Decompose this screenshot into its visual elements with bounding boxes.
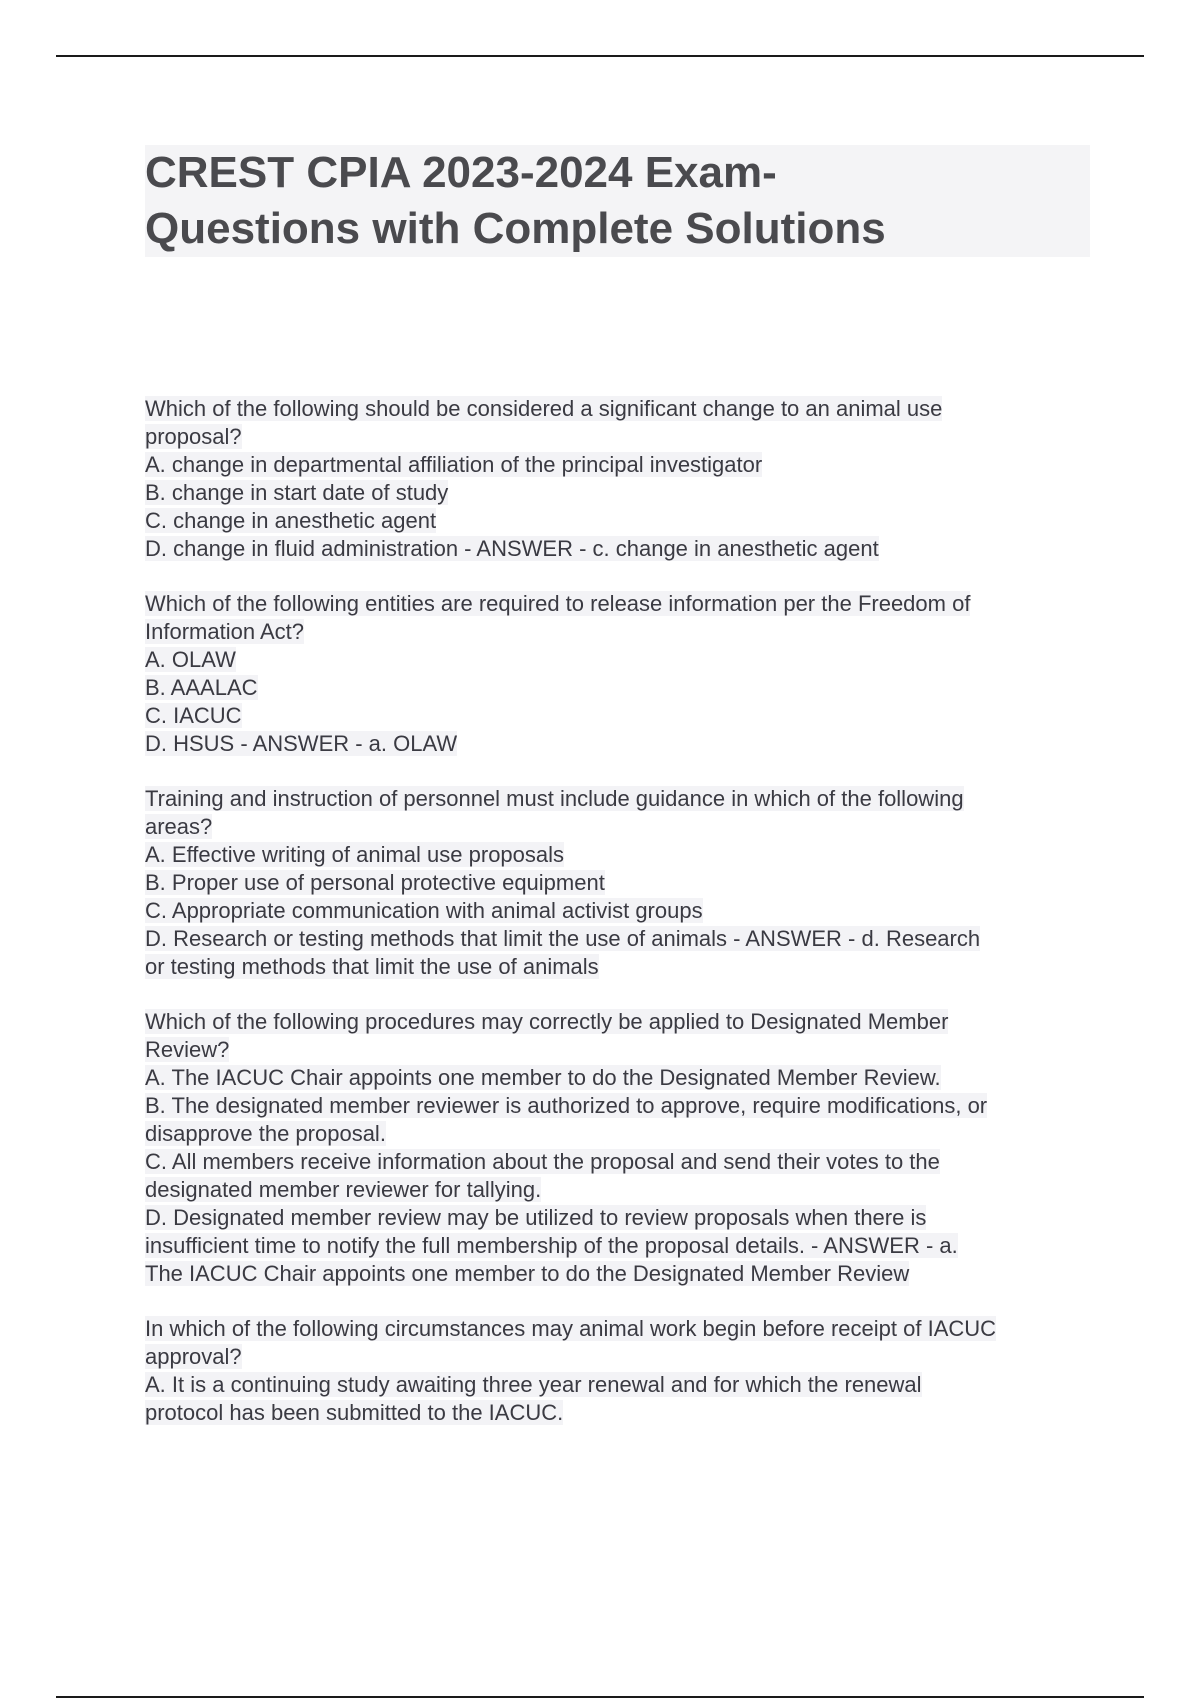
- title-line: CREST CPIA 2023-2024 Exam-: [145, 148, 777, 197]
- document-body: [145, 395, 1090, 1454]
- question-block-1: [145, 395, 1090, 563]
- option-a: A. The IACUC Chair appoints one member to do the Designated Member Review.: [145, 1065, 941, 1090]
- question-text: Information Act?: [145, 619, 304, 644]
- question-text: areas?: [145, 814, 213, 839]
- question-block-5: [145, 1315, 1090, 1427]
- option-b: B. The designated member reviewer is authorized to approve, require modifications, or: [145, 1093, 988, 1118]
- option-a: A. It is a continuing study awaiting three year renewal and for which the renewal: [145, 1372, 922, 1397]
- option-b: B. change in start date of study: [145, 480, 449, 505]
- answer-continuation: or testing methods that limit the use of animals: [145, 954, 599, 979]
- answer-continuation: The IACUC Chair appoints one member to do the Designated Member Review: [145, 1261, 910, 1286]
- option-c: C. IACUC: [145, 703, 242, 728]
- question-block-2: [145, 590, 1090, 758]
- option-a: A. Effective writing of animal use proposals: [145, 842, 565, 867]
- option-d-answer: D. Research or testing methods that limit the use of animals - ANSWER - d. Research: [145, 926, 981, 951]
- question-text: Which of the following procedures may correctly be applied to Designated Member: [145, 1009, 949, 1034]
- document-title: [145, 145, 1090, 257]
- question-block-4: [145, 1008, 1090, 1288]
- option-b: disapprove the proposal.: [145, 1121, 386, 1146]
- question-text: Training and instruction of personnel must include guidance in which of the following: [145, 786, 964, 811]
- option-d-answer: D. HSUS - ANSWER - a. OLAW: [145, 731, 458, 756]
- question-text: approval?: [145, 1344, 242, 1369]
- option-a: A. change in departmental affiliation of the principal investigator: [145, 452, 763, 477]
- question-text: proposal?: [145, 424, 242, 449]
- question-text: Review?: [145, 1037, 230, 1062]
- option-a: A. OLAW: [145, 647, 236, 672]
- title-line: Questions with Complete Solutions: [145, 204, 886, 253]
- option-d: D. Designated member review may be utilized to review proposals when there is: [145, 1205, 927, 1230]
- option-a: protocol has been submitted to the IACUC.: [145, 1400, 564, 1425]
- question-block-3: [145, 785, 1090, 981]
- question-text: Which of the following entities are required to release information per the Freedom of: [145, 591, 971, 616]
- option-c: C. All members receive information about the proposal and send their votes to the: [145, 1149, 940, 1174]
- bottom-rule: [56, 1696, 1144, 1698]
- option-c: C. change in anesthetic agent: [145, 508, 437, 533]
- option-b: B. AAALAC: [145, 675, 258, 700]
- top-rule: [56, 55, 1144, 57]
- question-text: Which of the following should be considered a significant change to an animal use: [145, 396, 943, 421]
- option-d-answer: D. change in fluid administration - ANSWER - c. change in anesthetic agent: [145, 536, 879, 561]
- question-text: In which of the following circumstances may animal work begin before receipt of IACUC: [145, 1316, 997, 1341]
- option-b: B. Proper use of personal protective equipment: [145, 870, 605, 895]
- option-c: C. Appropriate communication with animal activist groups: [145, 898, 703, 923]
- option-c: designated member reviewer for tallying.: [145, 1177, 542, 1202]
- option-d-answer: insufficient time to notify the full membership of the proposal details. - ANSWER - a.: [145, 1233, 958, 1258]
